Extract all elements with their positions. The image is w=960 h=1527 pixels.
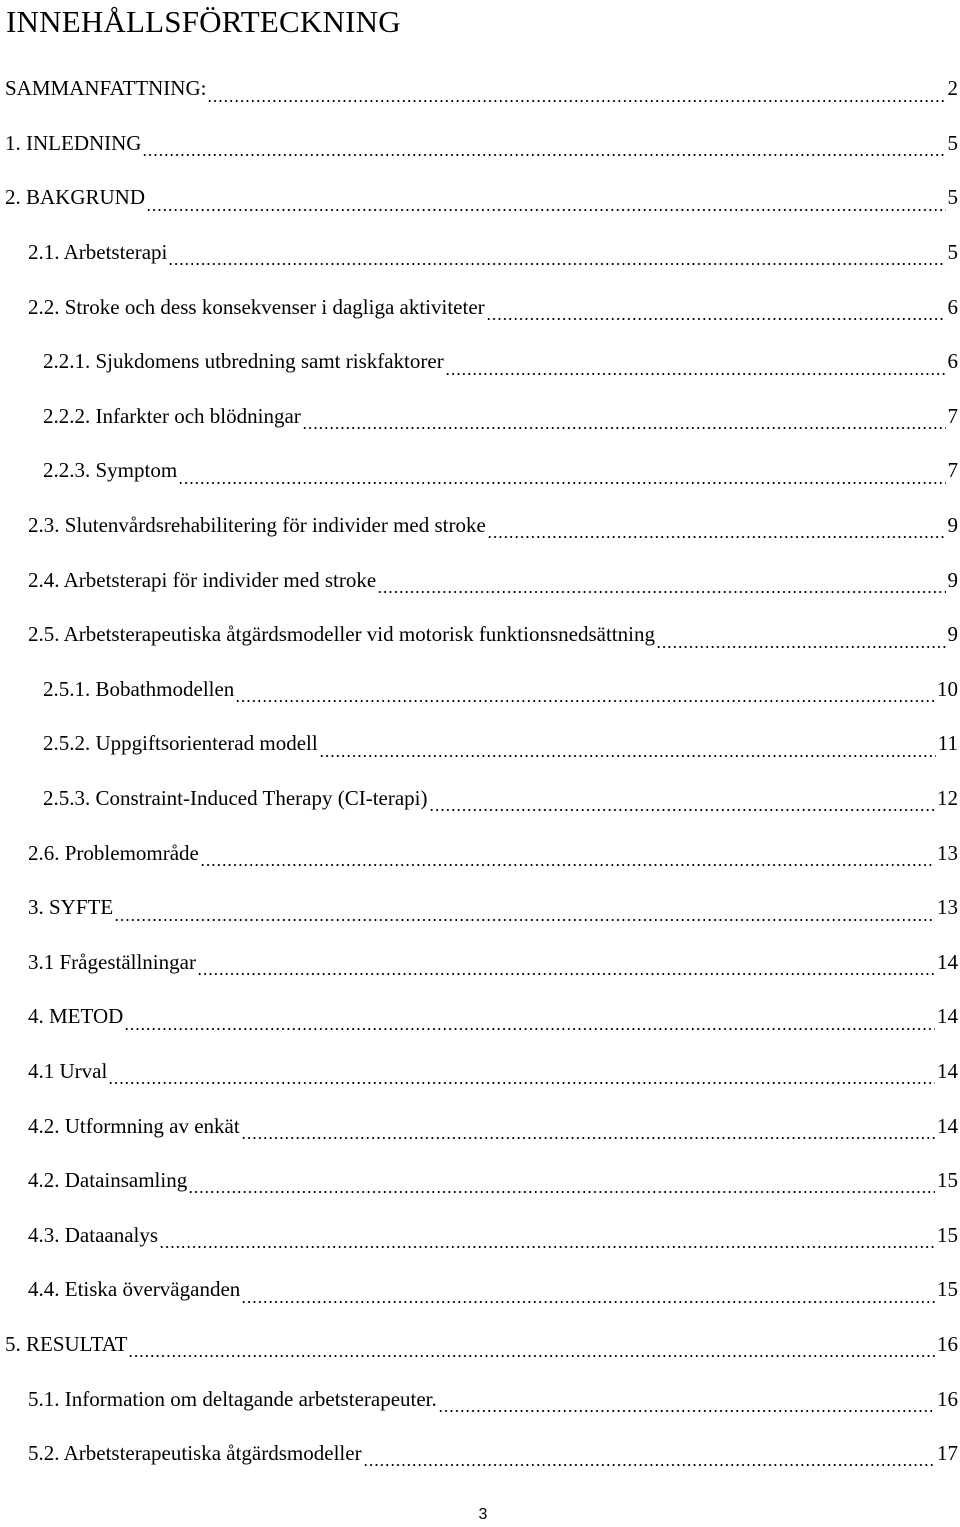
dot-leader [127,1353,937,1357]
table-of-contents [0,61,960,1480]
toc-entry-label: 2.2.3. Symptom [43,458,178,483]
page-number: 3 [478,1506,488,1523]
toc-entry-page: 10 [937,676,958,701]
toc-entry-label: 3.1 Frågeställningar [28,949,196,974]
toc-entry-page: 17 [937,1441,958,1466]
dot-leader [158,1244,937,1248]
toc-entry-label: 2.3. Slutenvårdsrehabilitering för individer med stroke [28,513,486,538]
dot-leader [234,698,937,702]
toc-entry-page: 5 [947,240,958,265]
toc-entry-label: 4.1 Urval [28,1058,108,1083]
toc-entry[interactable] [0,716,960,771]
toc-entry[interactable] [0,443,960,498]
toc-entry[interactable] [0,662,960,717]
toc-entry[interactable] [0,825,960,880]
toc-entry-label: SAMMANFATTNING: [5,76,207,101]
toc-entry-page: 5 [947,130,958,155]
toc-entry-page: 12 [937,786,958,811]
toc-entry-label: 2.2.2. Infarkter och blödningar [43,403,301,428]
dot-leader [196,971,937,975]
toc-entry-label: 2.5. Arbetsterapeutiska åtgärdsmodeller vid motorisk funktionsnedsättning [28,622,655,647]
toc-entry[interactable] [0,1044,960,1099]
toc-entry-label: 4.4. Etiska överväganden [28,1277,241,1302]
toc-entry-page: 15 [937,1168,958,1193]
dot-leader [187,1189,937,1193]
dot-leader [437,1408,937,1412]
dot-leader [107,1080,937,1084]
toc-entry-label: 2.6. Problemområde [28,840,199,865]
toc-entry-label: 4.3. Dataanalys [28,1222,159,1247]
toc-entry-page: 9 [947,622,958,647]
toc-entry-page: 9 [947,567,958,592]
dot-leader [318,753,938,757]
dot-leader [486,534,948,538]
toc-entry-page: 11 [937,731,958,756]
toc-entry-page: 5 [947,185,958,210]
toc-entry[interactable] [0,552,960,607]
dot-leader [123,1026,937,1030]
dot-leader [145,207,947,211]
toc-entry[interactable] [0,334,960,389]
toc-entry[interactable] [0,989,960,1044]
toc-entry[interactable] [0,1426,960,1481]
dot-leader [113,917,937,921]
toc-entry-label: 5.2. Arbetsterapeutiska åtgärdsmodeller [28,1441,362,1466]
toc-entry-label: 2.4. Arbetsterapi för individer med stroke [28,567,377,592]
dot-leader [376,589,947,593]
toc-entry[interactable] [0,225,960,280]
dot-leader [428,807,938,811]
toc-entry[interactable] [0,498,960,553]
toc-entry-label: 2.2.1. Sjukdomens utbredning samt riskfaktorer [43,349,444,374]
dot-leader [362,1462,937,1466]
toc-entry[interactable] [0,1207,960,1262]
dot-leader [301,425,948,429]
toc-entry[interactable] [0,1098,960,1153]
dot-leader [206,98,947,102]
toc-entry[interactable] [0,116,960,171]
toc-entry-label: 2. BAKGRUND [5,185,146,210]
toc-entry[interactable] [0,880,960,935]
toc-entry-page: 2 [947,76,958,101]
toc-entry-label: 3. SYFTE [28,895,114,920]
toc-entry-page: 15 [937,1277,958,1302]
toc-entry-label: 4. METOD [28,1004,124,1029]
toc-entry-label: 2.5.2. Uppgiftsorienterad modell [43,731,318,756]
toc-entry[interactable] [0,935,960,990]
dot-leader [167,261,947,265]
toc-entry[interactable] [0,61,960,116]
toc-entry-page: 13 [937,895,958,920]
toc-entry-page: 7 [947,403,958,428]
dot-leader [485,316,948,320]
toc-entry[interactable] [0,771,960,826]
page-title: INNEHÅLLSFÖRTECKNING [6,4,401,39]
toc-entry[interactable] [0,1317,960,1372]
toc-entry-page: 16 [937,1386,958,1411]
dot-leader [655,644,948,648]
toc-entry-page: 14 [937,1058,958,1083]
dot-leader [199,862,937,866]
dot-leader [240,1135,937,1139]
toc-entry-page: 14 [937,949,958,974]
toc-entry-page: 6 [947,294,958,319]
toc-entry-page: 14 [937,1004,958,1029]
dot-leader [444,371,948,375]
toc-entry-page: 9 [947,513,958,538]
toc-entry-label: 4.2. Datainsamling [28,1168,188,1193]
toc-entry-page: 14 [937,1113,958,1138]
toc-entry[interactable] [0,279,960,334]
toc-entry-page: 7 [947,458,958,483]
toc-entry-label: 2.2. Stroke och dess konsekvenser i dagliga aktiviteter [28,294,485,319]
toc-entry[interactable] [0,607,960,662]
toc-entry-label: 5.1. Information om deltagande arbetsterapeuter. [28,1386,437,1411]
toc-entry-page: 16 [937,1331,958,1356]
toc-entry-label: 4.2. Utformning av enkät [28,1113,240,1138]
toc-entry-page: 13 [937,840,958,865]
toc-entry[interactable] [0,1371,960,1426]
toc-entry-page: 15 [937,1222,958,1247]
toc-entry[interactable] [0,1262,960,1317]
dot-leader [141,152,947,156]
toc-entry-label: 1. INLEDNING [5,130,142,155]
toc-entry[interactable] [0,1153,960,1208]
toc-entry[interactable] [0,389,960,444]
toc-entry-label: 2.5.3. Constraint-Induced Therapy (CI-terapi) [43,786,428,811]
toc-entry-page: 6 [947,349,958,374]
toc-entry-label: 2.5.1. Bobathmodellen [43,676,235,701]
toc-entry-label: 2.1. Arbetsterapi [28,240,168,265]
toc-entry[interactable] [0,170,960,225]
dot-leader [240,1299,937,1303]
dot-leader [177,480,947,484]
toc-entry-label: 5. RESULTAT [5,1331,128,1356]
